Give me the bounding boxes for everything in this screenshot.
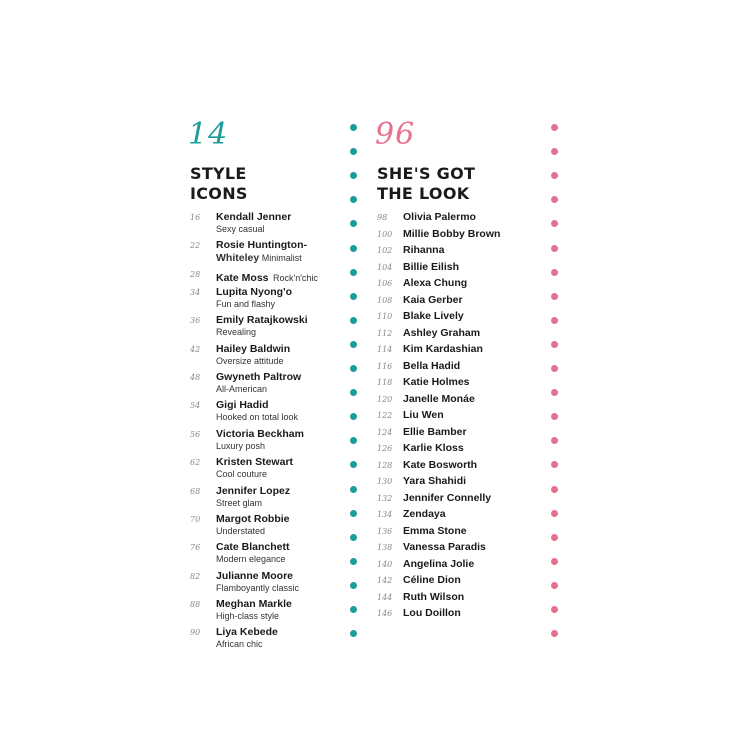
toc-entry <box>375 492 525 509</box>
decorative-dot <box>350 293 357 300</box>
toc-entry <box>375 574 525 591</box>
celebrity-name: Kate Moss <box>216 271 269 284</box>
page-number: 28 <box>190 269 201 279</box>
page-number: 138 <box>377 543 393 552</box>
section-heading <box>190 164 338 204</box>
decorative-dot <box>551 510 558 517</box>
toc-entry <box>188 485 338 513</box>
page-number: 76 <box>190 543 201 553</box>
celebrity-name: Kaia Gerber <box>403 293 463 306</box>
heading-line-1: STYLE <box>190 164 247 183</box>
entry-text <box>216 239 338 265</box>
celebrity-name: Céline Dion <box>403 574 461 586</box>
celebrity-name: Julianne Moore <box>216 569 294 582</box>
section-heading <box>377 164 525 204</box>
page-number: 142 <box>377 576 393 585</box>
celebrity-name: Karlie Kloss <box>403 442 464 454</box>
page-number: 130 <box>377 477 393 486</box>
toc-entry <box>375 277 525 294</box>
celebrity-name: Kate Bosworth <box>403 458 478 471</box>
toc-entry <box>375 409 525 426</box>
celebrity-name: Jennifer Lopez <box>216 484 291 497</box>
toc-entry <box>375 244 525 261</box>
toc-entry <box>188 513 338 541</box>
style-description: Cool couture <box>216 469 268 480</box>
page-number: 90 <box>190 628 201 638</box>
entry-text <box>216 456 338 480</box>
style-icons-column <box>188 117 338 655</box>
toc-entry <box>375 327 525 344</box>
decorative-dot <box>551 220 558 227</box>
style-description: Hooked on total look <box>216 412 299 423</box>
toc-entry <box>375 475 525 492</box>
toc-entry <box>188 541 338 569</box>
decorative-dot <box>350 269 357 276</box>
style-description: Luxury posh <box>216 440 266 451</box>
page-number: 98 <box>377 213 388 222</box>
decorative-dot <box>551 365 558 372</box>
toc-entry <box>375 426 525 443</box>
page-number: 132 <box>377 493 393 503</box>
celebrity-name: Margot Robbie <box>216 512 290 525</box>
celebrity-name: Olivia Palermo <box>403 211 476 223</box>
style-description: Flamboyantly classic <box>216 582 300 593</box>
celebrity-name: Liu Wen <box>403 409 444 421</box>
page-number: 118 <box>377 378 393 387</box>
decorative-dot <box>350 148 357 155</box>
style-description: African chic <box>216 639 263 650</box>
toc-entry <box>188 371 338 399</box>
celebrity-name: Gigi Hadid <box>216 399 269 412</box>
toc-entry <box>188 570 338 598</box>
toc-entry <box>188 286 338 314</box>
toc-entry <box>375 393 525 410</box>
toc-entry <box>188 598 338 626</box>
decorative-dot <box>350 317 357 324</box>
toc-entry <box>188 456 338 484</box>
celebrity-name: Ashley Graham <box>403 326 481 339</box>
page-number: 102 <box>377 246 393 255</box>
entry-text <box>216 428 338 452</box>
toc-entry <box>375 508 525 525</box>
page-number: 82 <box>190 571 201 581</box>
style-description: Understated <box>216 525 266 536</box>
style-description: Modern elegance <box>216 554 286 565</box>
toc-entry <box>188 343 338 371</box>
entry-text <box>216 626 338 650</box>
entry-text <box>216 513 338 537</box>
entry-text <box>216 485 338 509</box>
heading-line-2: THE LOOK <box>377 184 470 203</box>
toc-entry <box>188 239 338 267</box>
style-description: Oversize attitude <box>216 355 284 366</box>
decorative-dot <box>350 486 357 493</box>
entry-text <box>216 343 338 367</box>
page-number: 16 <box>190 213 201 222</box>
decorative-dot <box>350 510 357 517</box>
page-number: 116 <box>377 361 393 371</box>
celebrity-name: Emma Stone <box>403 524 467 537</box>
decorative-dot <box>350 341 357 348</box>
celebrity-name: Katie Holmes <box>403 376 470 388</box>
celebrity-name: Bella Hadid <box>403 359 461 372</box>
page-number: 36 <box>190 316 201 326</box>
celebrity-name: Billie Eilish <box>403 260 460 273</box>
style-icons-list <box>188 211 338 655</box>
decorative-dot <box>551 172 558 179</box>
celebrity-name: Vanessa Paradis <box>403 541 486 553</box>
page-number: 54 <box>190 401 201 411</box>
celebrity-name: Angelina Jolie <box>403 557 475 570</box>
toc-entry <box>375 591 525 608</box>
toc-entry <box>375 376 525 393</box>
page-number: 112 <box>377 328 393 338</box>
shes-got-the-look-column <box>375 117 525 624</box>
celebrity-name-continued: Whiteley <box>216 252 260 265</box>
style-description: High-class style <box>216 611 280 622</box>
decorative-dot <box>551 196 558 203</box>
page-number: 134 <box>377 510 393 519</box>
toc-entry <box>375 343 525 360</box>
toc-entry <box>188 211 338 239</box>
page-number: 144 <box>377 592 393 602</box>
toc-entry <box>375 310 525 327</box>
decorative-dot <box>551 124 558 131</box>
celebrity-name: Hailey Baldwin <box>216 342 291 355</box>
decorative-dot <box>350 461 357 468</box>
style-description: All-American <box>216 383 268 394</box>
page-number: 120 <box>377 394 393 404</box>
celebrity-name: Jennifer Connelly <box>403 491 492 504</box>
toc-entry <box>375 558 525 575</box>
decorative-dot <box>551 582 558 589</box>
decorative-dot <box>350 196 357 203</box>
page-number: 56 <box>190 429 201 439</box>
toc-entry <box>188 399 338 427</box>
decorative-dot <box>551 437 558 444</box>
celebrity-name: Emily Ratajkowski <box>216 314 308 327</box>
celebrity-name: Lupita Nyong'o <box>216 285 292 298</box>
style-description: Rock'n'chic <box>272 272 318 283</box>
section-number: 96 <box>375 117 416 152</box>
toc-entry <box>375 442 525 459</box>
toc-entry <box>375 294 525 311</box>
decorative-dot <box>551 534 558 541</box>
page-number: 88 <box>190 600 201 610</box>
entry-text <box>216 286 338 310</box>
entry-text <box>216 268 338 286</box>
entry-text <box>216 371 338 395</box>
celebrity-name: Blake Lively <box>403 310 464 322</box>
celebrity-name: Cate Blanchett <box>216 541 290 554</box>
decorative-dot <box>350 220 357 227</box>
decorative-dot <box>551 148 558 155</box>
toc-entry <box>188 626 338 654</box>
page-number: 22 <box>190 241 201 251</box>
decorative-dot <box>551 317 558 324</box>
section-number: 14 <box>188 117 229 152</box>
style-description: Sexy casual <box>216 224 265 234</box>
decorative-dot <box>350 365 357 372</box>
style-description: Street glam <box>216 497 263 508</box>
celebrity-name: Kendall Jenner <box>216 211 292 223</box>
toc-entry <box>375 228 525 245</box>
entry-text <box>216 570 338 594</box>
decorative-dot <box>350 558 357 565</box>
decorative-dot <box>551 293 558 300</box>
page-number: 122 <box>377 411 393 420</box>
toc-entry <box>375 211 525 228</box>
page-number: 108 <box>377 295 393 305</box>
celebrity-name: Janelle Monáe <box>403 392 475 405</box>
decorative-dot <box>350 630 357 637</box>
decorative-dot <box>551 413 558 420</box>
page-number: 48 <box>190 372 201 382</box>
page-number: 136 <box>377 526 393 536</box>
celebrity-name: Yara Shahidi <box>403 475 467 487</box>
celebrity-name: Ellie Bamber <box>403 425 467 438</box>
decorative-dot <box>350 389 357 396</box>
decorative-dot <box>350 245 357 252</box>
page-number: 62 <box>190 458 201 468</box>
decorative-dot <box>350 606 357 613</box>
celebrity-name: Alexa Chung <box>403 277 468 289</box>
celebrity-name: Meghan Markle <box>216 598 292 611</box>
shes-got-the-look-list <box>375 211 525 624</box>
decorative-dot <box>350 437 357 444</box>
decorative-dot <box>551 461 558 468</box>
celebrity-name: Gwyneth Paltrow <box>216 370 302 383</box>
entry-text <box>216 541 338 565</box>
page-number: 106 <box>377 279 393 288</box>
page-number: 146 <box>377 609 393 618</box>
decorative-dot <box>551 341 558 348</box>
page-number: 126 <box>377 444 393 453</box>
celebrity-name: Rosie Huntington- <box>216 239 307 252</box>
decorative-dot <box>551 389 558 396</box>
heading-line-1: SHE'S GOT <box>377 164 476 183</box>
entry-second-line <box>216 252 338 265</box>
page-number: 70 <box>190 514 201 524</box>
entry-text <box>216 399 338 423</box>
toc-entry <box>375 525 525 542</box>
page-number: 100 <box>377 229 393 239</box>
style-description: Revealing <box>216 327 257 338</box>
toc-entry <box>375 459 525 476</box>
page-number: 114 <box>377 345 393 354</box>
celebrity-name: Kristen Stewart <box>216 456 294 469</box>
toc-entry <box>188 314 338 342</box>
celebrity-name: Liya Kebede <box>216 626 278 639</box>
page-number: 110 <box>377 312 393 321</box>
page-number: 140 <box>377 559 393 569</box>
decorative-dot <box>551 269 558 276</box>
entry-text <box>216 211 338 235</box>
style-description: Minimalist <box>261 253 302 264</box>
page-number: 42 <box>190 344 201 354</box>
page-number: 104 <box>377 262 393 272</box>
page-number: 128 <box>377 460 393 470</box>
toc-entry <box>375 261 525 278</box>
celebrity-name: Victoria Beckham <box>216 427 304 440</box>
decorative-dot <box>551 606 558 613</box>
celebrity-name: Kim Kardashian <box>403 343 483 355</box>
celebrity-name: Zendaya <box>403 508 446 520</box>
decorative-dot <box>350 172 357 179</box>
celebrity-name: Millie Bobby Brown <box>403 227 501 240</box>
celebrity-name: Lou Doillon <box>403 607 461 619</box>
toc-entry <box>188 268 338 286</box>
celebrity-name: Rihanna <box>403 244 445 256</box>
decorative-dot <box>350 534 357 541</box>
entry-text <box>216 314 338 338</box>
decorative-dot <box>551 486 558 493</box>
style-description: Fun and flashy <box>216 298 276 309</box>
decorative-dot <box>551 245 558 252</box>
page-number: 124 <box>377 427 393 437</box>
decorative-dot <box>551 558 558 565</box>
toc-entry <box>375 541 525 558</box>
toc-entry <box>375 360 525 377</box>
decorative-dot <box>551 630 558 637</box>
heading-line-2: ICONS <box>190 184 248 203</box>
decorative-dot <box>350 124 357 131</box>
page-number: 34 <box>190 287 201 297</box>
page-number: 68 <box>190 486 201 496</box>
decorative-dot <box>350 582 357 589</box>
toc-entry <box>188 428 338 456</box>
entry-text <box>216 598 338 622</box>
decorative-dot <box>350 413 357 420</box>
celebrity-name: Ruth Wilson <box>403 590 465 603</box>
toc-entry <box>375 607 525 624</box>
